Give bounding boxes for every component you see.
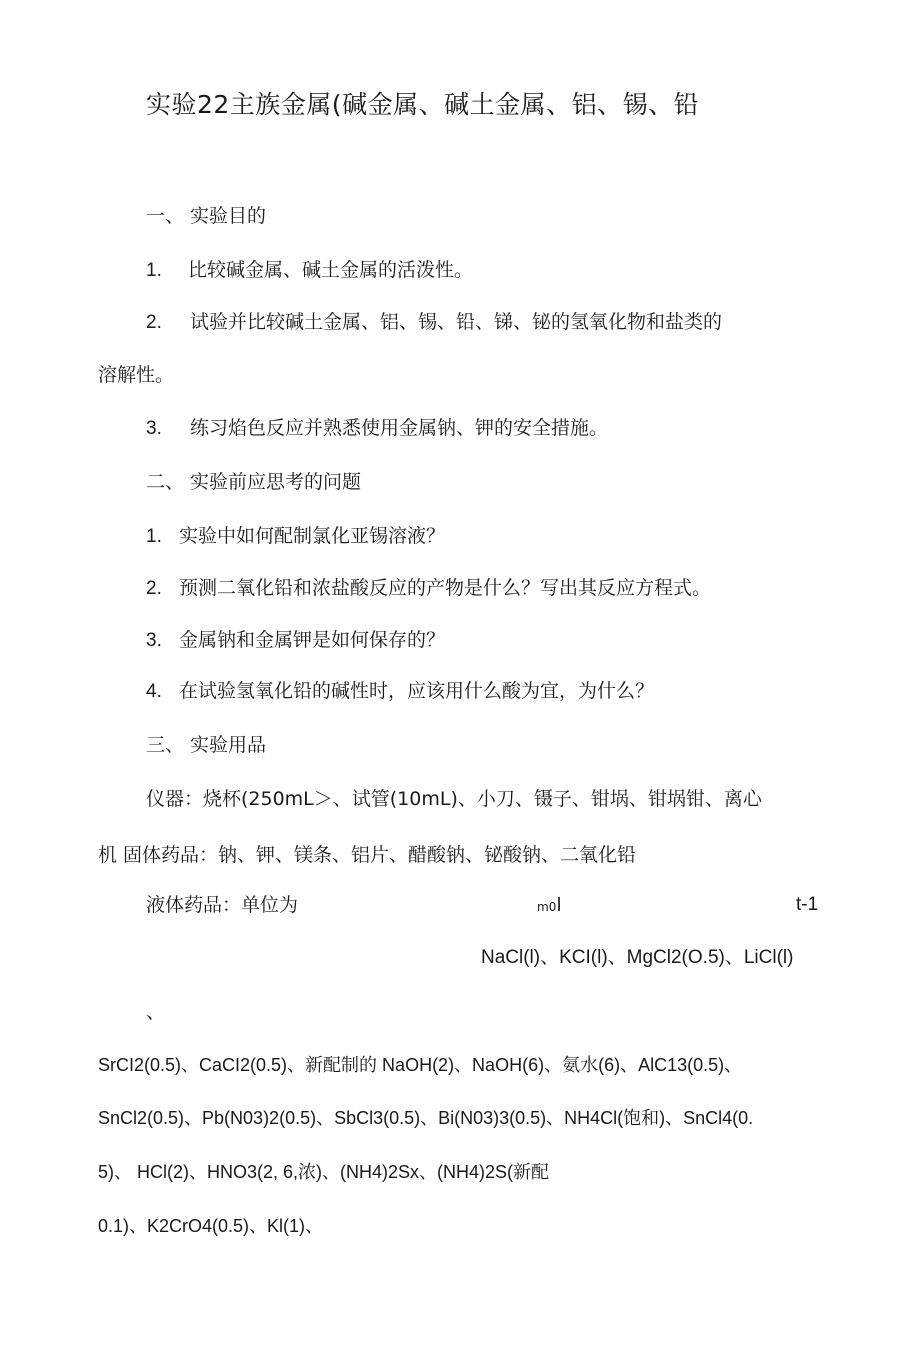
question-item <box>146 679 654 704</box>
item-number: 3. <box>146 418 162 439</box>
question-item <box>146 628 445 653</box>
question-item <box>146 524 445 549</box>
instruments-line: 仪器：烧杯(250mL＞、试管(10mL)、小刀、镊子、钳埚、钳埚钳、离心 <box>146 788 762 810</box>
objective-item <box>146 258 473 283</box>
unit-small: m0 <box>537 900 557 914</box>
objective-item <box>146 310 722 335</box>
section-heading-materials: 三、 实验用品 <box>146 734 267 756</box>
item-number: 4. <box>146 681 162 702</box>
unit-l: l <box>556 894 562 916</box>
solid-reagents-line: 机 固体药品：钠、钾、镁条、铝片、醋酸钠、铋酸钠、二氧化铅 <box>98 844 637 866</box>
section-heading-questions: 二、 实验前应思考的问题 <box>146 471 362 493</box>
item-text: 金属钠和金属钾是如何保存的？ <box>179 629 446 651</box>
item-text: 实验中如何配制氯化亚锡溶液？ <box>179 525 446 547</box>
separator-mark: 、 <box>146 1001 166 1023</box>
item-number: 1. <box>146 526 162 547</box>
reagent-line: NaCl(l)、KCI(l)、MgCl2(O.5)、LiCl(l) <box>481 947 794 968</box>
objective-item <box>146 416 608 441</box>
reagent-line: SrCI2(0.5)、CaCI2(0.5)、新配制的 NaOH(2)、NaOH(6)、氨水(6)、AlC13(0.5)、 <box>98 1055 743 1075</box>
item-number: 2. <box>146 578 162 599</box>
unit-exponent: t-1 <box>796 894 819 915</box>
item-text: 练习焰色反应并熟悉使用金属钠、钾的安全措施。 <box>190 417 609 439</box>
objective-item-continuation: 溶解性。 <box>98 364 175 386</box>
item-number: 3. <box>146 630 162 651</box>
reagent-line: 5)、 HCl(2)、HNO3(2, 6,浓)、(NH4)2Sx、(NH4)2S(新配 <box>98 1162 550 1182</box>
liquid-reagents-label: 液体药品：单位为 <box>146 894 299 916</box>
question-item <box>146 576 711 601</box>
section-heading-objectives: 一、 实验目的 <box>146 205 267 227</box>
item-text: 比较碱金属、碱土金属的活泼性。 <box>188 259 474 281</box>
unit-fragment <box>537 893 562 919</box>
reagent-line: 0.1)、K2CrO4(0.5)、Kl(1)、 <box>98 1216 324 1236</box>
item-text: 试验并比较碱土金属、铝、锡、铅、锑、铋的氢氧化物和盐类的 <box>190 311 723 333</box>
item-text: 在试验氢氧化铅的碱性时，应该用什么酸为宜，为什么？ <box>179 680 655 702</box>
item-text: 预测二氧化铅和浓盐酸反应的产物是什么？写出其反应方程式。 <box>179 577 712 599</box>
page-title: 实验22主族金属(碱金属、碱土金属、铝、锡、铅 <box>146 90 700 119</box>
item-number: 1. <box>146 260 162 281</box>
reagent-line: SnCl2(0.5)、Pb(N03)2(0.5)、SbCl3(0.5)、Bi(N03)3(0.5)、NH4Cl(饱和)、SnCl4(0. <box>98 1108 754 1128</box>
item-number: 2. <box>146 312 162 333</box>
